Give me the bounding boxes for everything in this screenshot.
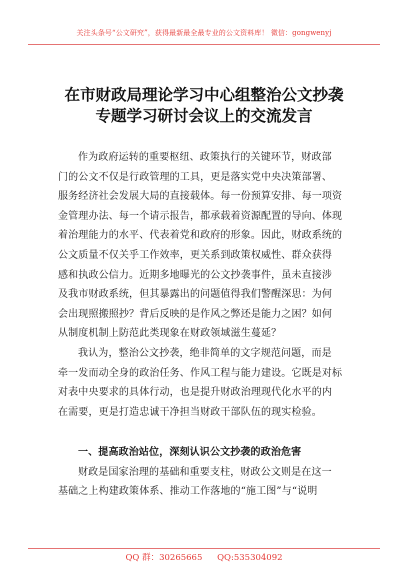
body-line: 作为政府运转的重要枢纽、政策执行的关键环节，财政部 <box>78 152 332 163</box>
section-1 <box>58 443 356 502</box>
body-line: 公文质量不仅关乎工作效率，更关系到政策权威性、群众获得 <box>58 249 333 261</box>
body-line: 基础之上构建政策体系、推动工作落地的“施工图”与“说明 <box>58 486 318 498</box>
body-line: 我认为，整治公文抄袭，绝非简单的文字规范问题，而是 <box>78 347 332 359</box>
body-line: 门的公文不仅是行政管理的工具，更是落实党中央决策部署、 <box>58 171 333 183</box>
title-line-1: 在市财政局理论学习中心组整治公文抄袭 <box>64 85 344 104</box>
title-line-2: 专题学习研讨会议上的交流发言 <box>95 106 313 125</box>
body-line: 金管理办法、每一个请示报告，都承载着资源配置的导向、体现 <box>58 210 343 222</box>
body-line: 从制度机制上防范此类现象在财政领域滋生蔓延？ <box>58 328 282 340</box>
body-line: 牵一发而动全身的政治任务、作风工程与能力建设。它既是对标 <box>58 367 343 379</box>
qq-contact: QQ:535304092 <box>217 553 283 563</box>
body-paragraphs <box>58 148 356 422</box>
body-line: 及我市财政系统，但其暴露出的问题值得我们警醒深思：为何 <box>58 289 333 301</box>
body-line: 会出现照搬照抄？背后反映的是作风之弊还是能力之困？如何 <box>58 308 333 320</box>
qq-group: QQ 群：30265665 <box>125 553 203 563</box>
section-1-body <box>58 463 356 502</box>
document-title <box>40 84 368 126</box>
body-line: 财政是国家治理的基础和重要支柱，财政公文则是在这一 <box>78 466 332 478</box>
footer-divider <box>28 548 380 549</box>
promo-header: 关注头条号“公文研究”，获得最新最全最专业的公文资料库！ 微信：gongwenyj <box>76 29 332 37</box>
body-line: 在需要，更是打造忠诚干净担当财政干部队伍的现实检验。 <box>58 406 322 418</box>
body-line: 对表中央要求的具体行动，也是提升财政治理现代化水平的内 <box>58 387 333 399</box>
body-line: 感和执政公信力。近期多地曝光的公文抄袭事件，虽未直接涉 <box>58 269 333 281</box>
contact-footer <box>0 551 408 563</box>
body-line: 着治理能力的水平、代表着党和政府的形象。因此，财政系统的 <box>58 230 343 242</box>
header-divider <box>28 44 380 45</box>
body-line: 服务经济社会发展大局的直接载体。每一份预算安排、每一项资 <box>58 191 343 203</box>
section-heading: 一、提高政治站位，深刻认识公文抄袭的政治危害 <box>78 447 302 458</box>
